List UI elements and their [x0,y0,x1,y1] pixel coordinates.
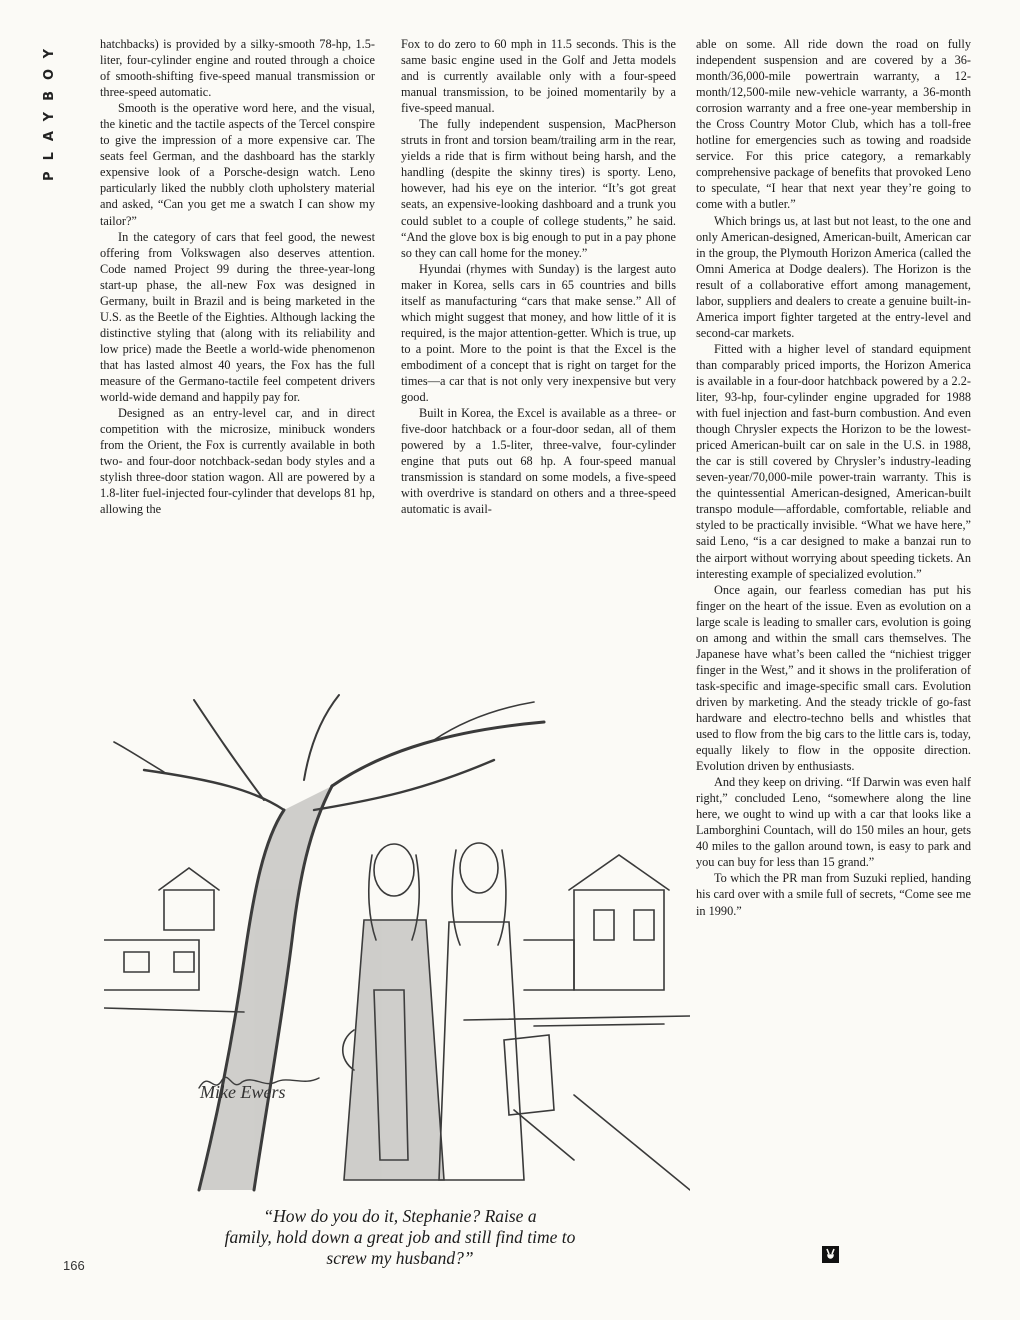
caption-line: family, hold down a great job and still find time to [224,1227,576,1247]
article-paragraph: Smooth is the operative word here, and the visual, the kinetic and the tactile aspects of the Tercel conspire to give the impression of a more expensive car. The seats feel German, and the dashboard has the starkly expensive look of a Porsche-design watch. Leno particularly liked the nubbly cloth upholstery material and asked, “Can you get me a swatch I can show my tailor?” [100,101,375,228]
page-number: 166 [63,1258,85,1273]
article-column-1 [100,36,375,517]
article-paragraph: Once again, our fearless comedian has put his finger on the heart of the issue. Even as evolution on a large scale is leading to smaller cars, evolution is going on among and within the small cars themselves. The Japanese have what’s been called the “nichiest trigger finger in the West,” and it shows in the proliferation of task-specific and image-specific small cars. Evolution driven by marketing. And the steady trickle of go-fast hardware and electro-techno bells and whistles that used to flow from the big cars to the little cars is, today, equally likely to flow in the opposite direction. Evolution driven by enthusiasts. [696,582,971,774]
cartoon-illustration [104,690,690,1196]
article-paragraph: The fully independent suspension, MacPherson struts in front and torsion beam/trailing arm in the rear, yields a ride that is firm without being harsh, and the handling (despite the skinny tires) is sporty. Leno, however, had his eye on the interior. “It’s got great seats, an expensive-looking dashboard and a trunk you could sublet to a couple of college students,” he said. “And the glove box is big enough to put in a pay phone so they can call home for the money.” [401,117,676,260]
article-paragraph: In the category of cars that feel good, the newest offering from Volkswagen also deserves attention. Code named Project 99 during the three-year-long start-up phase, the all-new Fox was designed in Germany, built in Brazil and is being marketed in the U.S. as the Beetle of the Eighties. Although lacking the distinctive styling that (along with its reliability and low price) made the Beetle a world-wide phenomenon that has lasted almost 40 years, the Fox has the full measure of the Germano-tactile feel competent drivers world-wide demand and happily pay for. [100,229,375,405]
article-column-3 [696,36,971,919]
article-column-2 [401,36,676,517]
article-paragraph: Designed as an entry-level car, and in direct competition with the microsize, minibuck wonders from the Orient, the Fox is currently available in both two- and four-door notchback-sedan body styles and a stylish three-door station wagon. All are powered by a 1.8-liter fuel-injected four-cylinder that develops 81 hp, allowing the [100,406,375,517]
caption-line: screw my husband?” [326,1248,474,1268]
article-paragraph: And they keep on driving. “If Darwin was even half right,” concluded Leno, “somewhere along the line here, we ought to wind up with a car that looks like a Lamborghini Countach, will do 150 miles an hour, gets 40 miles to the gallon around town, is easy to park and you can buy for less than 15 grand.” [696,775,971,870]
caption-line: “How do you do it, Stephanie? Raise a [263,1206,537,1226]
article-paragraph: Which brings us, at last but not least, to the one and only American-designed, American-built, American car in the group, the Plymouth Horizon America (called the Omni America at Dodge dealers). The Horizon is the result of a collaborative effort among management, labor, suppliers and dealers to create a genuine built-in-America import fighter targeted at the entry-level and second-car markets. [696,213,971,340]
article-paragraph: Fox to do zero to 60 mph in 11.5 seconds. This is the same basic engine used in the Golf and Jetta models and is currently available only with a four-speed manual transmission, to be joined momentarily by a five-speed manual. [401,37,676,116]
magazine-vertical-logo: PLAYBOY [42,38,57,181]
article-paragraph: hatchbacks) is provided by a silky-smooth 78-hp, 1.5-liter, four-cylinder engine and routed through a choice of smooth-shifting five-speed manual transmission or three-speed automatic. [100,37,375,100]
article-paragraph: Hyundai (rhymes with Sunday) is the largest auto maker in Korea, sells cars in 65 countries and bills itself as manufacturing “cars that make sense.” All of which might suggest that money, and how little of it is required, is the major attention-getter. Which is true, up to a point. More to the point is that the Excel is the embodiment of a concept that is right on target for the times—a car that is not only very inexpensive but very good. [401,261,676,405]
article-paragraph: Built in Korea, the Excel is available as a three- or five-door hatchback or a four-door sedan, all of them powered by a 1.5-liter, three-valve, four-cylinder engine that puts out 68 hp. A four-speed manual transmission is standard on some models, a five-speed with overdrive is standard on others and a three-speed automatic is avail- [401,406,676,517]
cartoon-signature: Mike Ewers [200,1082,286,1102]
article-paragraph: To which the PR man from Suzuki replied, handing his card over with a smile full of secrets, “Come see me in 1990.” [696,871,971,918]
article-paragraph: Fitted with a higher level of standard equipment than comparably priced imports, the Horizon America is available in a four-door hatchback powered by a 2.2-liter, 93-hp, four-cylinder engine upgraded for 1988 with fuel injection and fast-burn combustion. And even though Chrysler expects the Horizon to be the lowest-priced American-built car on sale in the U.S. in 1988, the car is still covered by Chrysler’s industry-leading seven-year/70,000-mile power-train warranty. This is the quintessential American-designed, American-built transpo module—affordable, comfortable, reliable and styled to be practically invisible. “What we have here,” said Leno, “is a car designed to make a banzai run to the airport without worrying about speeding tickets. An interesting example of specialized evolution.” [696,341,971,581]
cartoon-caption [150,1206,650,1269]
article-paragraph: able on some. All ride down the road on fully independent suspension and are covered by a 36-month/36,000-mile powertrain warranty, a 12-month/12,500-mile new-vehicle warranty, a 36-month corrosion warranty and a free one-year membership in the Cross Country Motor Club, which has a toll-free hotline for emergencies such as towing and roadside service. For this price category, a remarkably comprehensive package of benefits that provoked Leno to speculate, “I hear that next year they’re going to come with a butler.” [696,37,971,212]
rabbit-head-end-mark-icon [822,1246,839,1263]
